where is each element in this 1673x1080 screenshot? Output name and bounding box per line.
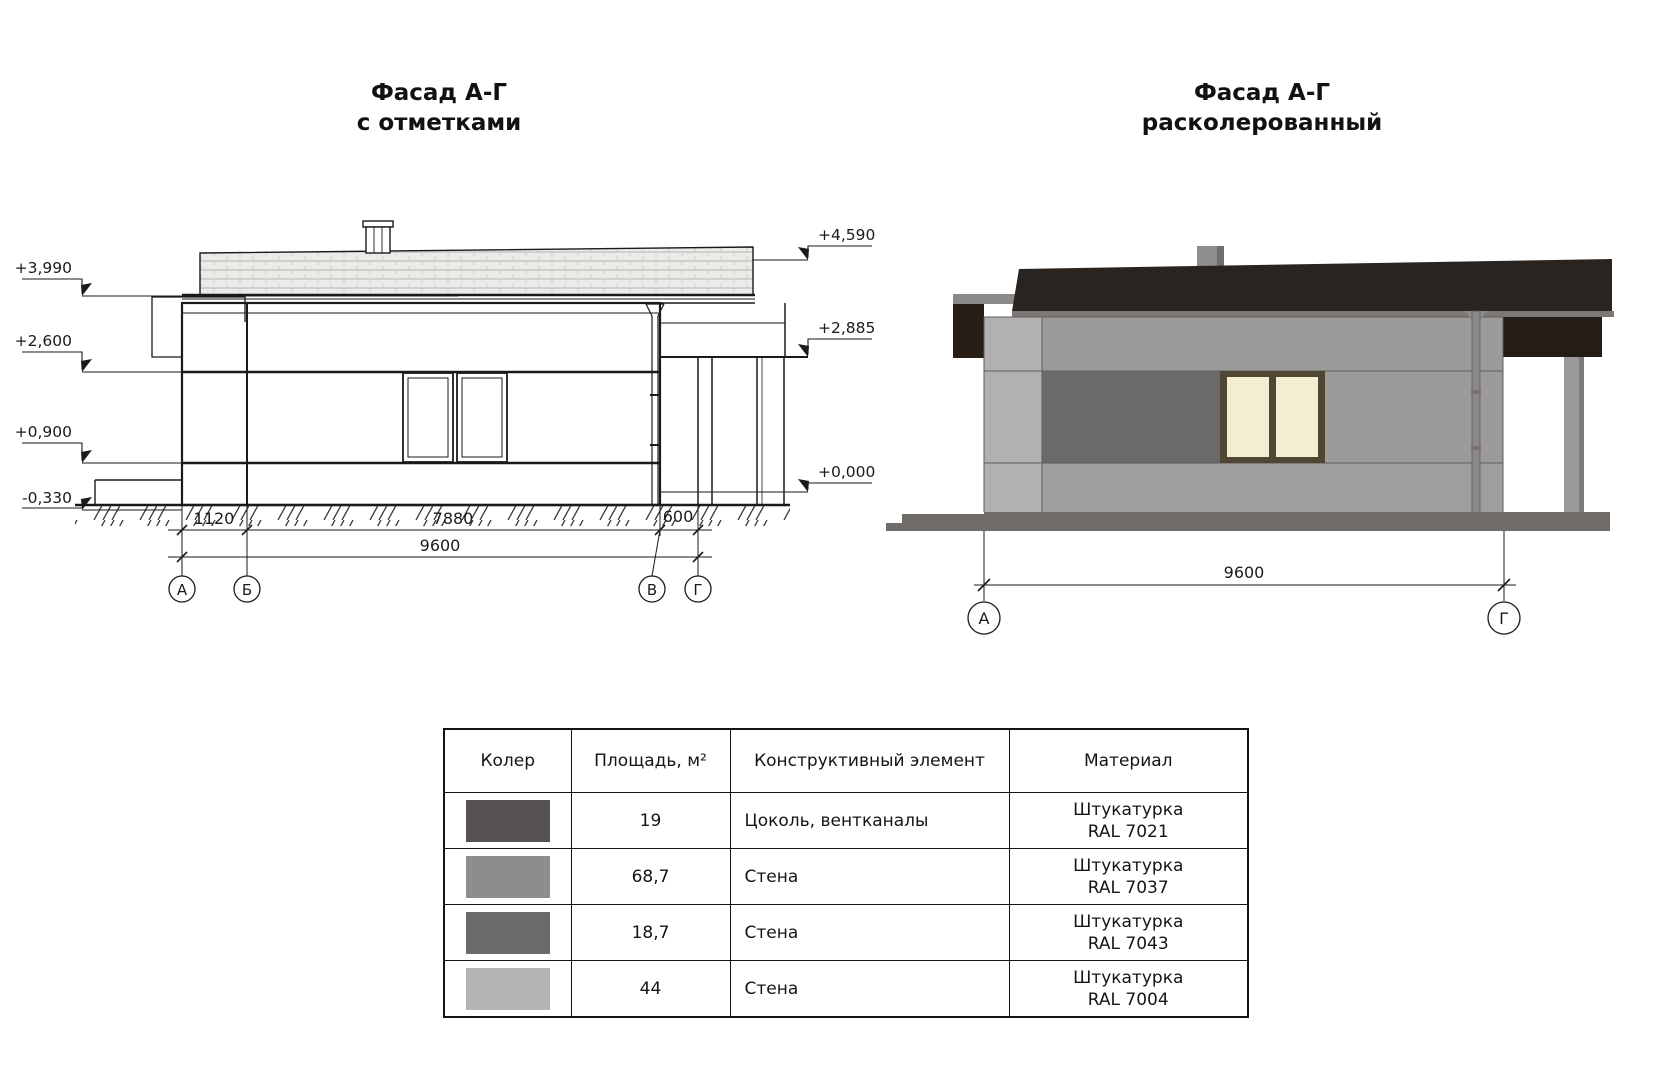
canopy-cap (953, 294, 1019, 304)
color-swatch (466, 912, 550, 954)
material-line2: RAL 7004 (1087, 989, 1169, 1010)
color-swatch (466, 968, 550, 1010)
axis-bubbles (169, 576, 711, 602)
downspout-outline (646, 304, 664, 505)
window-pane-left (1227, 377, 1269, 457)
area-value: 44 (571, 961, 730, 1018)
table-row (444, 961, 1248, 1018)
element-value: Стена (730, 849, 1009, 905)
window-outline (403, 373, 507, 462)
porch-outline (660, 303, 808, 505)
roof-colored (1012, 259, 1612, 311)
finish-spec-table (443, 728, 1249, 1018)
wall-band-bottom (1042, 463, 1503, 512)
svg-text:А: А (978, 609, 990, 628)
dimension-right (968, 531, 1520, 634)
table-header-row (444, 729, 1248, 793)
svg-text:+3,990: +3,990 (14, 259, 72, 277)
window-pane-right (1276, 377, 1318, 457)
svg-text:Г: Г (693, 581, 703, 599)
svg-text:1120: 1120 (193, 509, 235, 528)
step-upper (902, 514, 984, 523)
color-swatch (466, 800, 550, 842)
elevation-mark (798, 463, 875, 492)
svg-text:9600: 9600 (419, 536, 461, 555)
canopy-dark (953, 304, 984, 358)
right-facade-title-line2: расколерованный (1141, 110, 1383, 136)
header-material: Материал (1009, 729, 1248, 793)
svg-text:В: В (646, 581, 658, 599)
elevation-mark (15, 332, 182, 372)
left-terrace-step (95, 480, 182, 505)
svg-text:600: 600 (662, 507, 694, 526)
header-element: Конструктивный элемент (730, 729, 1009, 793)
table-row (444, 849, 1248, 905)
svg-text:А: А (176, 581, 188, 599)
material-line1: Штукатурка (1073, 799, 1184, 820)
wall-band-middle-dark (1042, 371, 1220, 463)
table-row (444, 793, 1248, 849)
svg-text:Г: Г (1499, 609, 1509, 628)
header-area: Площадь, м² (571, 729, 730, 793)
color-swatch (466, 856, 550, 898)
header-color: Колер (444, 729, 571, 793)
wall-band-top (1042, 317, 1503, 371)
material-line1: Штукатурка (1073, 855, 1184, 876)
svg-text:+2,885: +2,885 (818, 319, 876, 337)
svg-text:7880: 7880 (432, 509, 474, 528)
svg-text:+0,900: +0,900 (14, 423, 72, 441)
svg-text:9600: 9600 (1223, 563, 1265, 582)
material-line2: RAL 7043 (1087, 933, 1169, 954)
elevation-marks-right (753, 226, 875, 492)
svg-text:+0,000: +0,000 (818, 463, 876, 481)
roof-outline (200, 247, 753, 295)
left-facade-title-line2: с отметками (356, 110, 522, 136)
wall-pilaster-light (984, 317, 1042, 512)
material-line2: RAL 7021 (1087, 821, 1169, 842)
elevation-mark (798, 319, 875, 357)
elevation-mark (15, 423, 182, 463)
material-line1: Штукатурка (1073, 967, 1184, 988)
area-value: 19 (571, 793, 730, 849)
step-lower (886, 523, 984, 531)
svg-text:+2,600: +2,600 (14, 332, 72, 350)
svg-text:Б: Б (241, 581, 253, 599)
svg-text:+4,590: +4,590 (818, 226, 876, 244)
facade-line-drawing (15, 221, 876, 602)
wall-outline (182, 303, 660, 505)
right-facade-title-line1: Фасад А-Г (1193, 80, 1331, 106)
element-value: Стена (730, 905, 1009, 961)
gutter-strip (1012, 311, 1614, 317)
facade-colored-drawing (886, 246, 1614, 634)
chimney-outline (363, 221, 393, 253)
element-value: Стена (730, 961, 1009, 1018)
porch-column-edge (1579, 357, 1584, 513)
area-value: 68,7 (571, 849, 730, 905)
element-value: Цоколь, вентканалы (730, 793, 1009, 849)
svg-text:-0,330: -0,330 (22, 489, 72, 507)
area-value: 18,7 (571, 905, 730, 961)
left-facade-title-line1: Фасад А-Г (370, 80, 508, 106)
plinth-base (984, 512, 1610, 531)
porch-soffit (1503, 317, 1602, 357)
material-line2: RAL 7037 (1087, 877, 1169, 898)
left-canopy-outline (152, 297, 245, 357)
material-line1: Штукатурка (1073, 911, 1184, 932)
elevation-mark (753, 226, 875, 260)
table-row (444, 905, 1248, 961)
